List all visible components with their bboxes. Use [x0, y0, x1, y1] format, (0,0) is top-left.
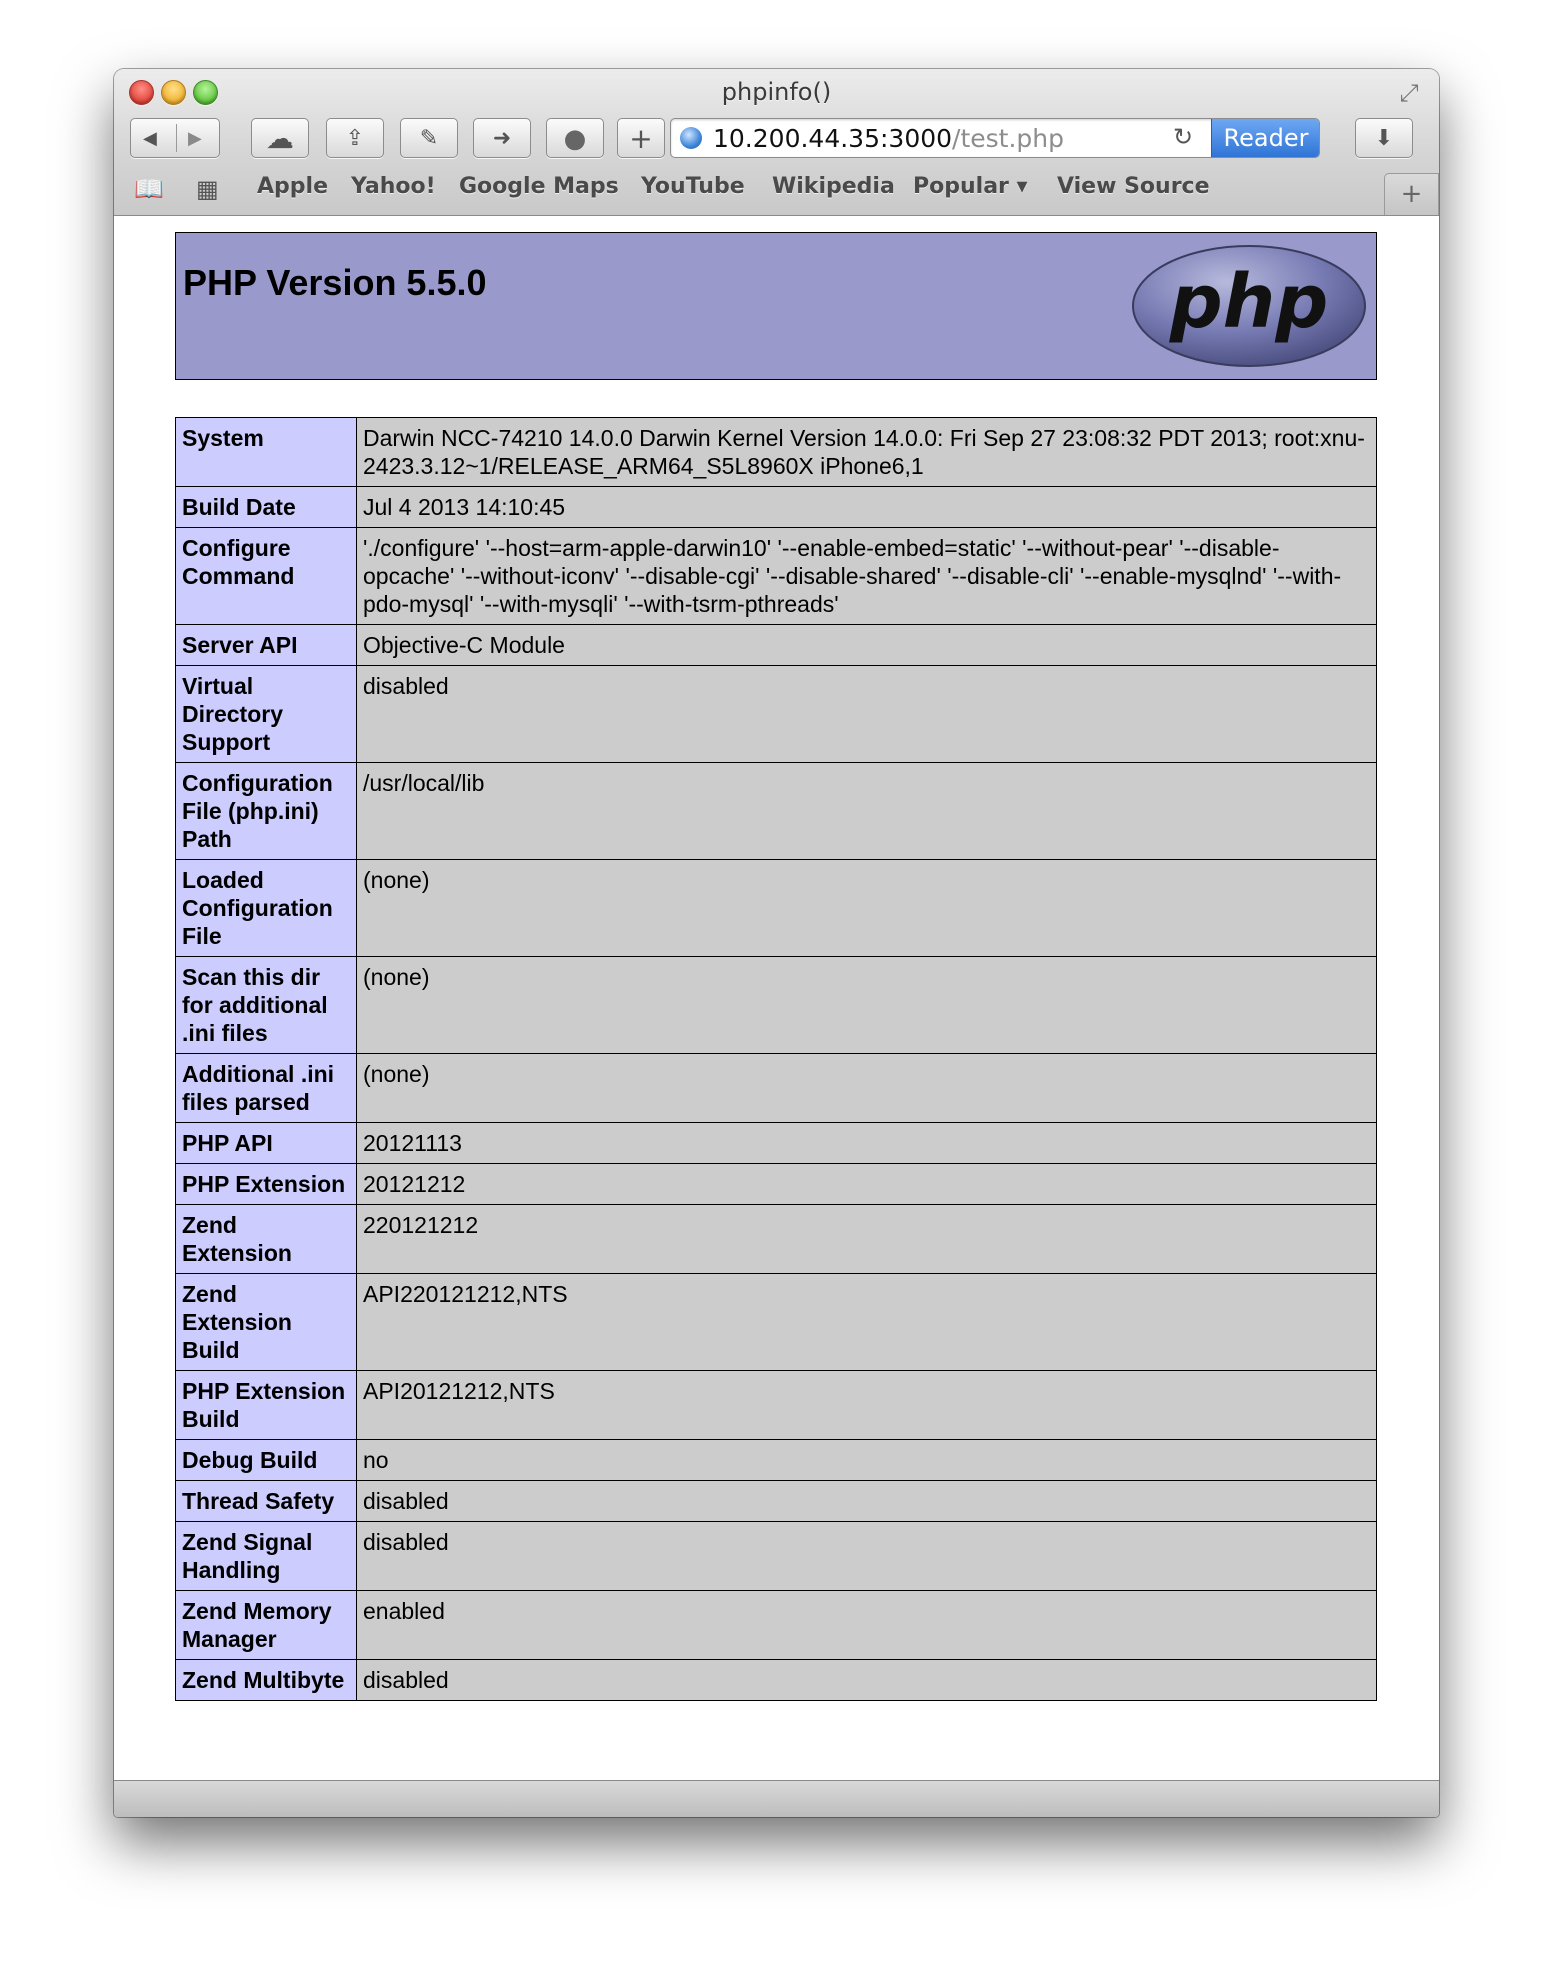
- php-header: [175, 232, 1377, 380]
- table-row: [176, 860, 1377, 957]
- row-value: disabled: [357, 1660, 1377, 1701]
- segment-divider: [176, 124, 177, 152]
- row-key: Debug Build: [176, 1440, 357, 1481]
- back-forward-segment: [130, 118, 220, 158]
- browser-window: [114, 69, 1439, 1817]
- back-button[interactable]: ◀: [143, 128, 157, 149]
- table-row: [176, 763, 1377, 860]
- globe-icon: [680, 127, 702, 149]
- table-row: [176, 1481, 1377, 1522]
- url-path: /test.php: [952, 124, 1065, 153]
- browser-chrome: [114, 69, 1439, 216]
- bookmark-apple[interactable]: Apple: [257, 174, 328, 199]
- bookmark-wikipedia[interactable]: Wikipedia: [772, 174, 895, 199]
- table-row: [176, 1054, 1377, 1123]
- row-value: /usr/local/lib: [357, 763, 1377, 860]
- row-key: PHP Extension: [176, 1164, 357, 1205]
- table-row: [176, 1164, 1377, 1205]
- php-info-table: [175, 417, 1377, 1701]
- share-icon: ⇪: [345, 126, 365, 151]
- row-key: PHP API: [176, 1123, 357, 1164]
- row-key: Configuration File (php.ini) Path: [176, 763, 357, 860]
- forward-button[interactable]: ▶: [188, 128, 202, 149]
- row-value: 20121113: [357, 1123, 1377, 1164]
- share-button[interactable]: [326, 118, 384, 158]
- tools-button[interactable]: [400, 118, 458, 158]
- row-value: Darwin NCC-74210 14.0.0 Darwin Kernel Version 14.0.0: Fri Sep 27 23:08:32 PDT 2013; root:xnu-2423.3.12~1/RELEASE_ARM64_S5L8960X iPhone6,1: [357, 418, 1377, 487]
- row-key: Thread Safety: [176, 1481, 357, 1522]
- row-key: Zend Multibyte: [176, 1660, 357, 1701]
- row-value: disabled: [357, 666, 1377, 763]
- table-row: [176, 487, 1377, 528]
- address-bar[interactable]: [670, 118, 1320, 158]
- bookmark-popular-menu[interactable]: Popular ▾: [913, 174, 1028, 199]
- row-value: 220121212: [357, 1205, 1377, 1274]
- table-row: [176, 1660, 1377, 1701]
- table-row: [176, 666, 1377, 763]
- row-key: Scan this dir for additional .ini files: [176, 957, 357, 1054]
- table-row: [176, 1371, 1377, 1440]
- icloud-tabs-button[interactable]: [251, 118, 309, 158]
- download-icon: ⬇: [1374, 126, 1394, 151]
- table-row: [176, 528, 1377, 625]
- table-row: [176, 1440, 1377, 1481]
- plus-icon: +: [629, 122, 653, 155]
- row-key: System: [176, 418, 357, 487]
- top-sites-grid-icon[interactable]: ▦: [196, 175, 219, 203]
- bookmark-yahoo[interactable]: Yahoo!: [351, 174, 436, 199]
- row-value: API220121212,NTS: [357, 1274, 1377, 1371]
- row-value: Objective-C Module: [357, 625, 1377, 666]
- extension-icon: ●: [563, 124, 587, 154]
- bookmark-youtube[interactable]: YouTube: [641, 174, 745, 199]
- row-key: Zend Extension: [176, 1205, 357, 1274]
- table-row: [176, 957, 1377, 1054]
- reading-list-button[interactable]: [473, 118, 531, 158]
- row-value: 20121212: [357, 1164, 1377, 1205]
- php-info-body: [176, 418, 1377, 1701]
- bookmark-view-source[interactable]: View Source: [1057, 174, 1210, 199]
- add-bookmark-button[interactable]: [617, 118, 665, 158]
- row-value: API20121212,NTS: [357, 1371, 1377, 1440]
- table-row: [176, 1123, 1377, 1164]
- row-key: Zend Memory Manager: [176, 1591, 357, 1660]
- fullscreen-icon[interactable]: ⤢: [1399, 79, 1419, 107]
- row-key: PHP Extension Build: [176, 1371, 357, 1440]
- row-key: Server API: [176, 625, 357, 666]
- cloud-icon: ☁: [266, 122, 294, 155]
- row-key: Build Date: [176, 487, 357, 528]
- reader-button[interactable]: Reader: [1211, 119, 1320, 157]
- new-tab-button[interactable]: +: [1384, 173, 1439, 215]
- page-title: PHP Version 5.5.0: [183, 262, 487, 303]
- arrow-right-icon: ➜: [492, 126, 512, 151]
- row-value: './configure' '--host=arm-apple-darwin10' '--enable-embed=static' '--without-pear' '--disable-opcache' '--without-iconv' '--disable-cgi' '--disable-shared' '--disable-cli' '--enable-mysqlnd' '--with-pdo-mysql' '--with-mysqli' '--with-tsrm-pthreads': [357, 528, 1377, 625]
- book-icon[interactable]: 📖: [134, 175, 164, 203]
- extension-button[interactable]: [546, 118, 604, 158]
- row-value: (none): [357, 957, 1377, 1054]
- table-row: [176, 625, 1377, 666]
- row-key: Zend Signal Handling: [176, 1522, 357, 1591]
- row-value: (none): [357, 860, 1377, 957]
- window-title: phpinfo(): [721, 78, 832, 106]
- row-value: no: [357, 1440, 1377, 1481]
- downloads-button[interactable]: [1355, 118, 1413, 158]
- row-value: disabled: [357, 1522, 1377, 1591]
- row-key: Additional .ini files parsed: [176, 1054, 357, 1123]
- pen-icon: ✎: [419, 126, 439, 151]
- row-value: (none): [357, 1054, 1377, 1123]
- row-key: Configure Command: [176, 528, 357, 625]
- status-bar: [114, 1780, 1439, 1817]
- table-row: [176, 1591, 1377, 1660]
- table-row: [176, 1274, 1377, 1371]
- row-value: enabled: [357, 1591, 1377, 1660]
- row-key: Zend Extension Build: [176, 1274, 357, 1371]
- row-value: Jul 4 2013 14:10:45: [357, 487, 1377, 528]
- url-text[interactable]: [713, 124, 1064, 153]
- php-logo: [1130, 243, 1368, 369]
- page-content: [114, 216, 1439, 1781]
- bookmark-google-maps[interactable]: Google Maps: [459, 174, 619, 199]
- table-row: [176, 1522, 1377, 1591]
- url-host: 10.200.44.35:3000: [713, 124, 953, 153]
- reload-icon[interactable]: ↻: [1173, 123, 1194, 151]
- table-row: [176, 418, 1377, 487]
- row-key: Virtual Directory Support: [176, 666, 357, 763]
- table-row: [176, 1205, 1377, 1274]
- row-value: disabled: [357, 1481, 1377, 1522]
- php-logo-text: php: [1169, 259, 1329, 345]
- row-key: Loaded Configuration File: [176, 860, 357, 957]
